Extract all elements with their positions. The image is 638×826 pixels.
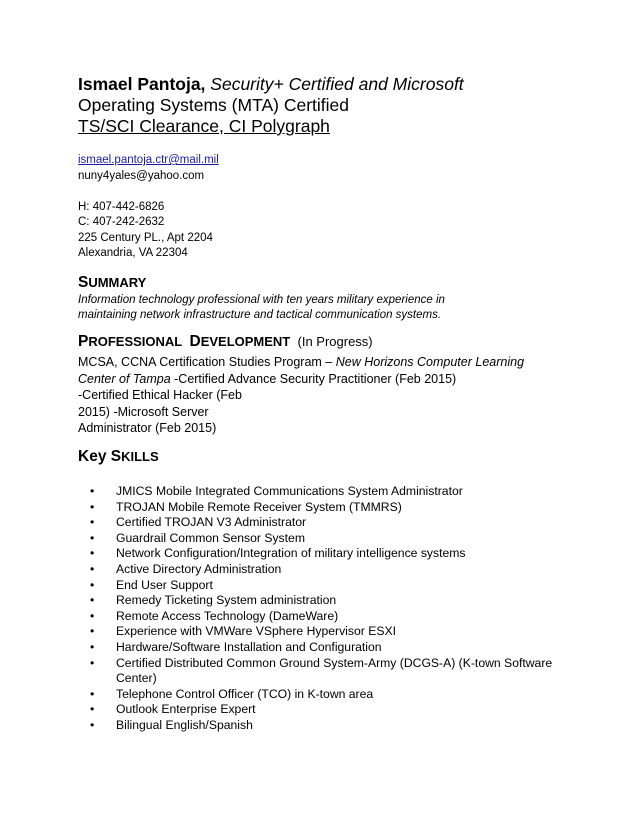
- key-skills-list: [86, 484, 556, 734]
- skill-item: [86, 578, 556, 594]
- skill-text: Outlook Enterprise Expert: [116, 702, 256, 717]
- email-primary-link[interactable]: ismael.pantoja.ctr@mail.mil: [78, 154, 219, 166]
- skill-text: Remedy Ticketing System administration: [116, 593, 337, 608]
- summary-text: [78, 293, 508, 323]
- skill-item: [86, 640, 556, 656]
- bullet-icon: •: [90, 717, 95, 732]
- skill-item: [86, 500, 556, 516]
- skill-item: [86, 593, 556, 609]
- skill-text: Hardware/Software Installation and Configuration: [116, 639, 382, 654]
- skill-item: [86, 515, 556, 531]
- title-line-1: [78, 74, 598, 95]
- bullet-icon: •: [90, 515, 95, 530]
- clearance-line: TS/SCI Clearance, CI Polygraph: [78, 116, 330, 136]
- home-phone: H: 407-442-6826: [78, 200, 165, 213]
- address-line-1: 225 Century PL., Apt 2204: [78, 231, 213, 244]
- skill-item: [86, 687, 556, 703]
- bullet-icon: •: [90, 655, 95, 670]
- skill-item: [86, 702, 556, 718]
- certification-line-2: Operating Systems (MTA) Certified: [78, 95, 349, 115]
- bullet-icon: •: [90, 484, 95, 498]
- professional-development-text: [78, 354, 538, 437]
- summary-heading: SUMMARY: [78, 274, 147, 291]
- email-secondary: nuny4yales@yahoo.com: [78, 169, 205, 182]
- bullet-icon: •: [90, 608, 95, 623]
- contact-block: [78, 153, 219, 262]
- skill-item: [86, 624, 556, 640]
- pd-line-2: Center of Tampa -Certified Advance Security Practitioner (Feb 2015): [78, 371, 457, 386]
- address-line-2: Alexandria, VA 22304: [78, 247, 188, 259]
- skill-item: [86, 656, 556, 687]
- contact-spacer: [78, 184, 219, 200]
- skill-text: Experience with VMWare VSphere Hypervisor ESXI: [116, 624, 396, 639]
- bullet-icon: •: [90, 593, 95, 608]
- skill-text: End User Support: [116, 577, 213, 592]
- resume-header: [78, 74, 598, 136]
- skill-item: [86, 531, 556, 547]
- candidate-name: Ismael Pantoja,: [78, 74, 206, 94]
- professional-development-heading: PROFESSIONAL DEVELOPMENT (In Progress): [78, 333, 373, 350]
- skill-text: Certified TROJAN V3 Administrator: [116, 515, 307, 530]
- pd-line-3: -Certified Ethical Hacker (Feb: [78, 388, 242, 402]
- pd-line-5: Administrator (Feb 2015): [78, 421, 217, 435]
- bullet-icon: •: [90, 686, 95, 701]
- bullet-icon: •: [90, 499, 95, 514]
- skill-text: JMICS Mobile Integrated Communications System Administrator: [116, 484, 463, 498]
- cell-phone: C: 407-242-2632: [78, 216, 165, 228]
- skill-text: Guardrail Common Sensor System: [116, 530, 305, 545]
- skill-text: Active Directory Administration: [116, 561, 282, 576]
- skill-text: Certified Distributed Common Ground System-Army (DCGS-A) (K-town Software Center): [116, 655, 553, 686]
- summary-line-2: maintaining network infrastructure and tactical communication systems.: [78, 309, 442, 321]
- bullet-icon: •: [90, 561, 95, 576]
- pd-line-1: MCSA, CCNA Certification Studies Program – New Horizons Computer Learning: [78, 355, 525, 369]
- skill-item: [86, 546, 556, 562]
- skill-item: [86, 718, 556, 734]
- skill-text: Remote Access Technology (DameWare): [116, 608, 339, 623]
- bullet-icon: •: [90, 639, 95, 654]
- skill-text: TROJAN Mobile Remote Receiver System (TMMRS): [116, 499, 402, 514]
- bullet-icon: •: [90, 624, 95, 639]
- skill-text: Telephone Control Officer (TCO) in K-town area: [116, 686, 374, 701]
- pd-line-4: 2015) -Microsoft Server: [78, 404, 209, 419]
- bullet-icon: •: [90, 702, 95, 717]
- bullet-icon: •: [90, 530, 95, 545]
- skill-text: Network Configuration/Integration of military intelligence systems: [116, 546, 466, 561]
- bullet-icon: •: [90, 577, 95, 592]
- skill-text: Bilingual English/Spanish: [116, 717, 253, 732]
- bullet-icon: •: [90, 546, 95, 561]
- skill-item: [86, 609, 556, 625]
- key-skills-heading: Key SKILLS: [78, 448, 159, 465]
- summary-line-1: Information technology professional with ten years military experience in: [78, 294, 445, 306]
- certification-line-1: Security+ Certified and Microsoft: [210, 74, 464, 94]
- skill-item: [86, 562, 556, 578]
- skill-item: [86, 484, 556, 500]
